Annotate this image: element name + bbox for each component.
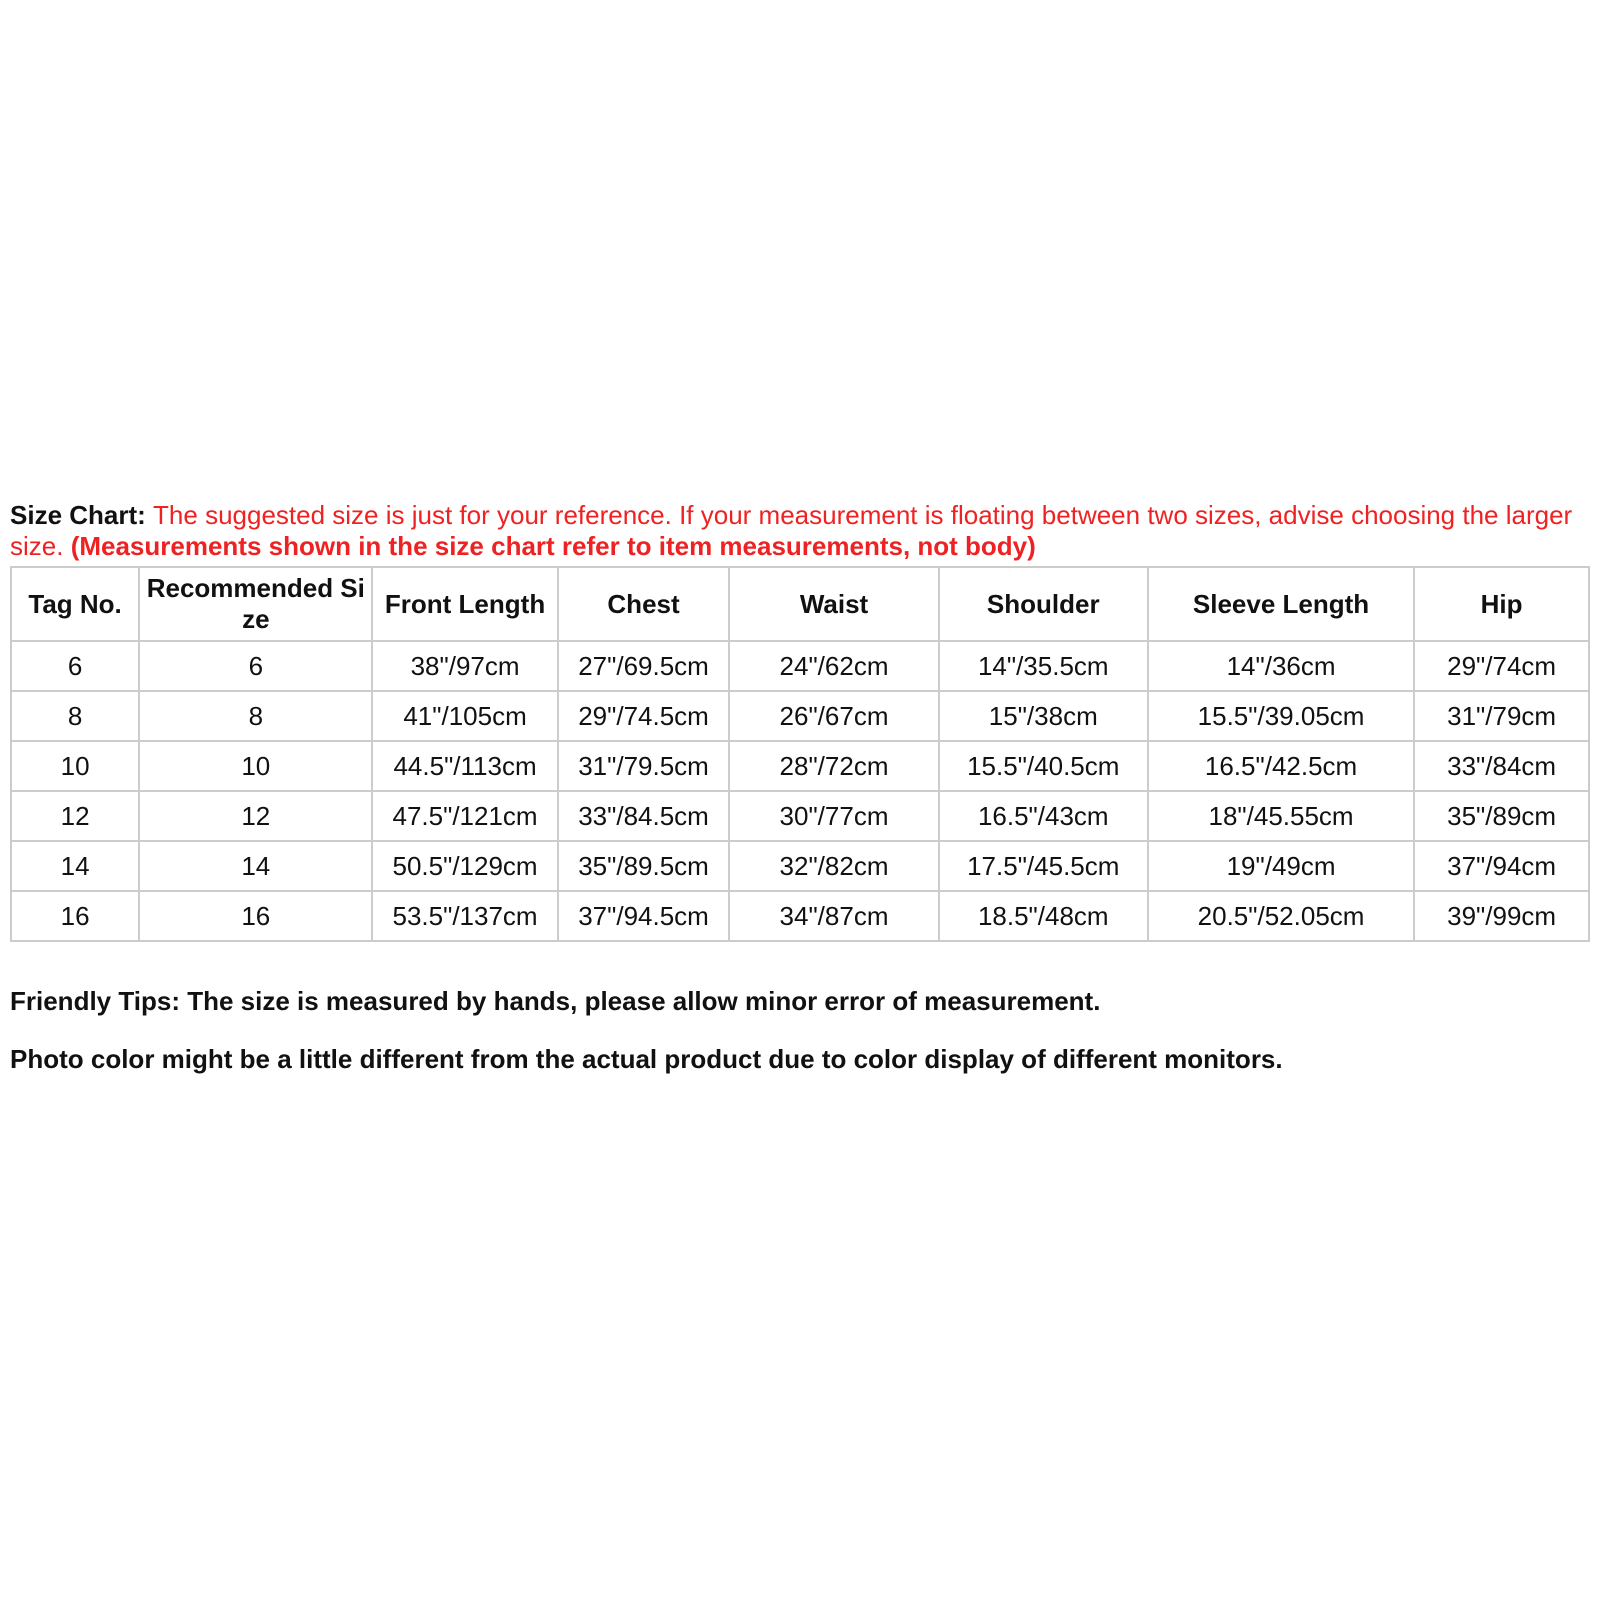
table-cell: 12 [11, 791, 139, 841]
table-row [11, 641, 1589, 691]
table-cell: 8 [11, 691, 139, 741]
table-cell: 6 [11, 641, 139, 691]
table-cell: 50.5"/129cm [372, 841, 557, 891]
table-cell: 29"/74cm [1414, 641, 1589, 691]
table-cell: 31"/79.5cm [558, 741, 730, 791]
column-header: Hip [1414, 567, 1589, 641]
table-cell: 14"/36cm [1148, 641, 1414, 691]
table-cell: 32"/82cm [729, 841, 938, 891]
table-cell: 24"/62cm [729, 641, 938, 691]
column-header: Recommended Size [139, 567, 372, 641]
size-chart-table-head [11, 567, 1589, 641]
table-cell: 14"/35.5cm [939, 641, 1148, 691]
table-cell: 8 [139, 691, 372, 741]
photo-color-note: Photo color might be a little different from the actual product due to color display of different monitors. [10, 1043, 1283, 1074]
table-row [11, 741, 1589, 791]
table-cell: 41"/105cm [372, 691, 557, 741]
table-header-row [11, 567, 1589, 641]
intro-label: Size Chart [10, 500, 138, 530]
table-cell: 33"/84.5cm [558, 791, 730, 841]
table-cell: 16.5"/42.5cm [1148, 741, 1414, 791]
column-header: Waist [729, 567, 938, 641]
table-cell: 37"/94cm [1414, 841, 1589, 891]
table-row [11, 791, 1589, 841]
friendly-tips-note: Friendly Tips: The size is measured by hands, please allow minor error of measurement. [10, 986, 1101, 1017]
size-chart-intro [10, 500, 1590, 561]
table-cell: 35"/89cm [1414, 791, 1589, 841]
table-cell: 53.5"/137cm [372, 891, 557, 941]
table-cell: 26"/67cm [729, 691, 938, 741]
intro-note: The suggested size is just for your reference. If your measurement is floating between two sizes, advise choosing the larger size. [10, 500, 1573, 561]
column-header: Chest [558, 567, 730, 641]
table-cell: 6 [139, 641, 372, 691]
column-header: Tag No. [11, 567, 139, 641]
table-cell: 17.5"/45.5cm [939, 841, 1148, 891]
table-cell: 28"/72cm [729, 741, 938, 791]
table-cell: 35"/89.5cm [558, 841, 730, 891]
table-cell: 19"/49cm [1148, 841, 1414, 891]
table-cell: 37"/94.5cm [558, 891, 730, 941]
table-cell: 12 [139, 791, 372, 841]
intro-separator: : [137, 500, 154, 530]
table-cell: 16 [11, 891, 139, 941]
column-header: Front Length [372, 567, 557, 641]
column-header: Shoulder [939, 567, 1148, 641]
table-cell: 20.5"/52.05cm [1148, 891, 1414, 941]
table-cell: 15.5"/40.5cm [939, 741, 1148, 791]
size-chart-table-body [11, 641, 1589, 941]
table-cell: 10 [139, 741, 372, 791]
table-cell: 10 [11, 741, 139, 791]
table-cell: 29"/74.5cm [558, 691, 730, 741]
table-cell: 31"/79cm [1414, 691, 1589, 741]
table-cell: 18.5"/48cm [939, 891, 1148, 941]
table-cell: 33"/84cm [1414, 741, 1589, 791]
intro-note-bold: (Measurements shown in the size chart refer to item measurements, not body) [70, 530, 1036, 561]
table-cell: 14 [11, 841, 139, 891]
table-cell: 16 [139, 891, 372, 941]
table-cell: 16.5"/43cm [939, 791, 1148, 841]
table-cell: 15"/38cm [939, 691, 1148, 741]
size-chart-table [10, 566, 1590, 942]
table-cell: 47.5"/121cm [372, 791, 557, 841]
table-cell: 30"/77cm [729, 791, 938, 841]
table-cell: 15.5"/39.05cm [1148, 691, 1414, 741]
table-row [11, 841, 1589, 891]
table-cell: 38"/97cm [372, 641, 557, 691]
size-chart-section [10, 500, 1590, 1075]
table-cell: 34"/87cm [729, 891, 938, 941]
table-row [11, 891, 1589, 941]
table-row [11, 691, 1589, 741]
table-cell: 18"/45.55cm [1148, 791, 1414, 841]
table-cell: 27"/69.5cm [558, 641, 730, 691]
table-cell: 44.5"/113cm [372, 741, 557, 791]
table-cell: 14 [139, 841, 372, 891]
column-header: Sleeve Length [1148, 567, 1414, 641]
table-cell: 39"/99cm [1414, 891, 1589, 941]
